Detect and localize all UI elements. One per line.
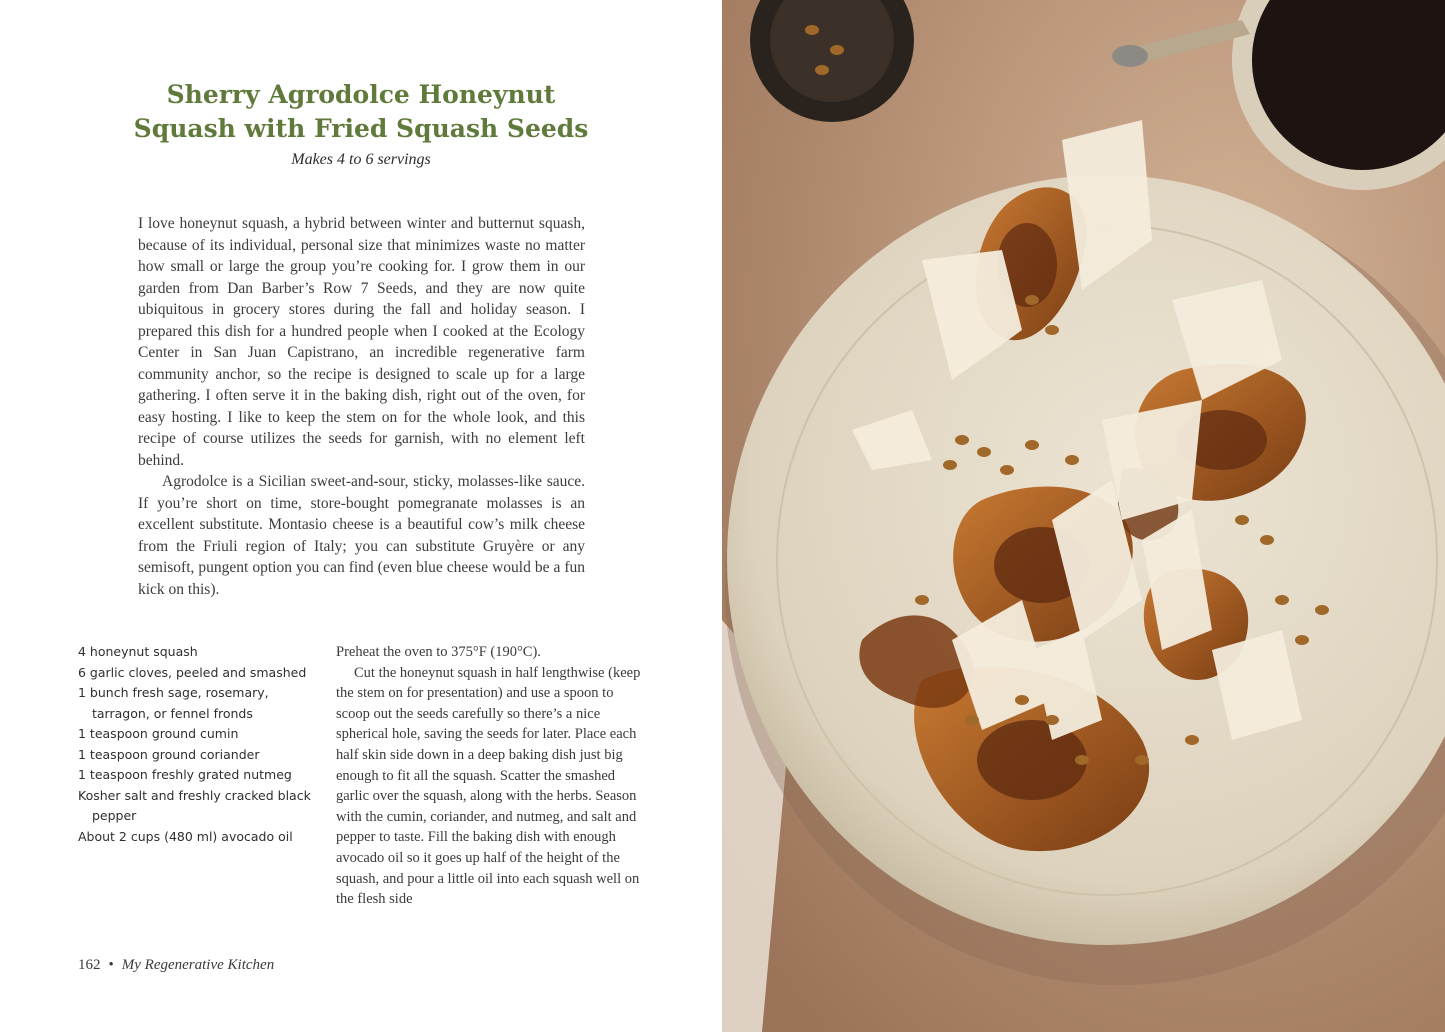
headnote-paragraph-1: I love honeynut squash, a hybrid between winter and butternut squash, because of its individual, personal size that minimizes waste no matter how small or large the group you’re cooking for. I grow them in our garden from Dan Barber’s Row 7 Seeds, and they are now quite ubiquitous in grocery stores during the fall and holiday season. I prepared this dish for a hundred people when I cooked at the Ecology Center in San Juan Capistrano, an incredible regenerative farm community anchor, so the recipe is designed to scale up for a large gathering. I often serve it in the baking dish, right out of the oven, for easy hosting. I like to keep the stem on for the whole look, and this recipe of course utilizes the seeds for garnish, with no element left behind.	[138, 215, 585, 469]
headnote	[138, 213, 585, 600]
ingredient-item: 1 teaspoon ground cumin	[78, 726, 239, 741]
food-photo	[722, 0, 1445, 1032]
ingredient-item: 1 teaspoon ground coriander	[78, 746, 260, 762]
page-number: 162	[78, 957, 101, 973]
ingredient-item: About 2 cups (480 ml) avocado oil	[78, 828, 293, 844]
ingredient-list	[78, 642, 318, 847]
roasted-squash-plate-illustration	[722, 0, 1445, 1032]
ingredient-item: 4 honeynut squash	[78, 644, 198, 659]
method-step-1: Preheat the oven to 375°F (190°C).	[336, 644, 541, 660]
recipe-title-line-1: Sherry Agrodolce Honeynut	[166, 80, 556, 109]
book-title: My Regenerative Kitchen	[121, 957, 275, 973]
ingredient-item: 1 teaspoon freshly grated nutmeg	[78, 767, 292, 782]
recipe-title	[100, 78, 622, 146]
recipe-yield: Makes 4 to 6 servings	[291, 151, 431, 168]
method-text	[336, 642, 646, 910]
method-step-2: Cut the honeynut squash in half lengthwise (keep the stem on for presentation) and use a spoon to scoop out the seeds carefully so there’s a nice spherical hole, saving the seeds for later. Place each half skin side down in a deep baking dish just big enough to fit all the squash. Scatter the smashed garlic over the squash, along with the herbs. Season with the cumin, coriander, and nutmeg, and salt and pepper to taste. Fill the baking dish with enough avocado oil so it goes up half of the height of the squash, and pour a little oil into each squash well on the flesh side	[336, 664, 641, 908]
ingredient-item: 1 bunch fresh sage, rosemary, tarragon, or fennel fronds	[78, 685, 269, 721]
page-footer	[78, 957, 274, 974]
left-page	[0, 0, 722, 1032]
ingredient-item: 6 garlic cloves, peeled and smashed	[78, 664, 307, 680]
recipe-title-line-2: Squash with Fried Squash Seeds	[133, 114, 589, 143]
ingredient-item: Kosher salt and freshly cracked black pepper	[78, 787, 311, 823]
headnote-paragraph-2: Agrodolce is a Sicilian sweet-and-sour, sticky, molasses-like sauce. If you’re short on time, store-bought pomegranate molasses is an excellent substitute. Montasio cheese is a beautiful cow’s milk cheese from the Friuli region of Italy; you can substitute Gruyère or any semisoft, pungent option you can find (even blue cheese would be a fun kick on this).	[138, 473, 585, 598]
footer-separator: •	[108, 957, 114, 973]
